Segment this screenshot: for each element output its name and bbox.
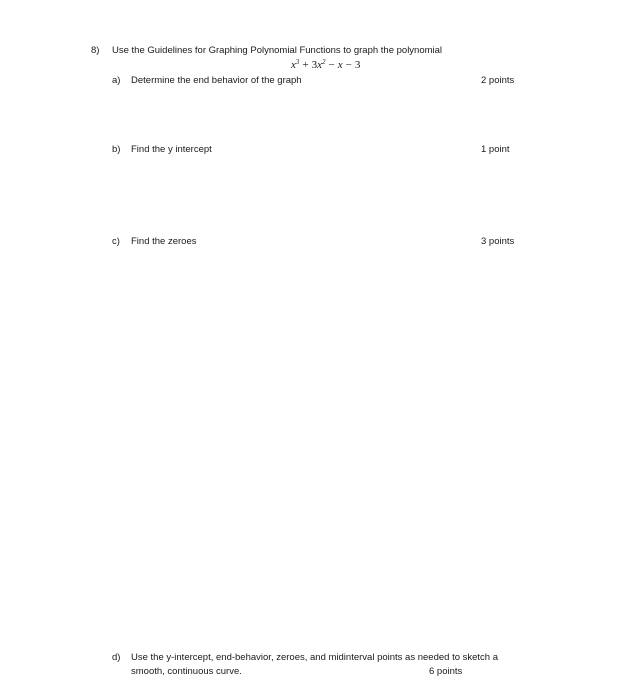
- part-c-label: c): [112, 236, 120, 247]
- part-a-text: Determine the end behavior of the graph: [131, 75, 302, 86]
- term-x: x: [337, 59, 343, 71]
- term-x-cubed: $x^3$: [291, 58, 300, 71]
- minus-operator-1: −: [328, 59, 335, 71]
- part-b-label: b): [112, 144, 121, 155]
- question-number: 8): [91, 45, 100, 56]
- term-3x-squared: $3x^2$: [311, 58, 326, 71]
- part-b-text: Find the y intercept: [131, 144, 212, 155]
- polynomial-expression: [291, 59, 360, 72]
- plus-operator: +: [302, 59, 309, 71]
- part-b-points: 1 point: [481, 144, 510, 155]
- part-c-text: Find the zeroes: [131, 236, 197, 247]
- minus-operator-2: −: [345, 59, 352, 71]
- part-d-label: d): [112, 652, 121, 663]
- part-c-points: 3 points: [481, 236, 515, 247]
- part-a-label: a): [112, 75, 121, 86]
- part-d-points: 6 points: [429, 666, 463, 677]
- part-d-text-line2: smooth, continuous curve.: [131, 666, 242, 677]
- part-d-text-line1: Use the y-intercept, end-behavior, zeroes, and midinterval points as needed to sketch a: [131, 652, 499, 663]
- question-text: Use the Guidelines for Graphing Polynomial Functions to graph the polynomial: [112, 45, 443, 56]
- term-constant: 3: [354, 59, 361, 71]
- part-a-points: 2 points: [481, 75, 515, 86]
